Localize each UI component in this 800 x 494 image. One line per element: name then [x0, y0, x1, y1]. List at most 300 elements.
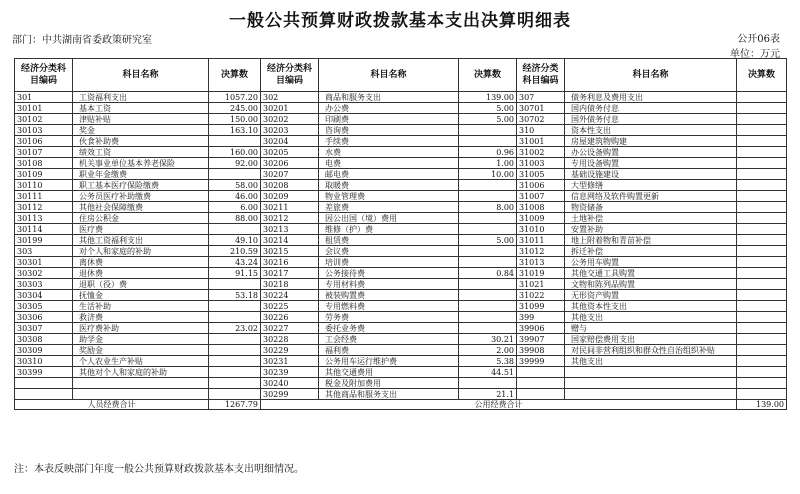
- code-cell: 39908: [517, 345, 565, 356]
- amount-cell: [209, 389, 261, 400]
- code-cell: 30226: [261, 312, 319, 323]
- amount-cell: [737, 356, 787, 367]
- amount-cell: [737, 367, 787, 378]
- name-cell: 邮电费: [319, 169, 459, 180]
- amount-cell: [737, 180, 787, 191]
- name-cell: 退职（役）费: [73, 279, 209, 290]
- code-cell: 30229: [261, 345, 319, 356]
- amount-cell: [737, 103, 787, 114]
- page-title: 一般公共预算财政拨款基本支出决算明细表: [229, 11, 571, 31]
- table-row: [15, 213, 787, 224]
- code-cell: 30211: [261, 202, 319, 213]
- amount-cell: [737, 345, 787, 356]
- code-cell: 30101: [15, 103, 73, 114]
- amount-cell: [737, 235, 787, 246]
- name-cell: 公务接待费: [319, 268, 459, 279]
- department-label: 部门：中共湖南省委政策研究室: [12, 35, 152, 46]
- amount-cell: 6.00: [209, 202, 261, 213]
- amount-cell: [209, 334, 261, 345]
- code-cell: 31002: [517, 147, 565, 158]
- code-cell: 30213: [261, 224, 319, 235]
- code-cell: 30231: [261, 356, 319, 367]
- amount-cell: [459, 290, 517, 301]
- amount-cell: [459, 125, 517, 136]
- table-row: [15, 378, 787, 389]
- amount-cell: [737, 224, 787, 235]
- name-cell: 国家赔偿费用支出: [565, 334, 737, 345]
- code-cell: 39906: [517, 323, 565, 334]
- amount-cell: [737, 202, 787, 213]
- code-cell: 31009: [517, 213, 565, 224]
- table-row: [15, 235, 787, 246]
- name-cell: 差旅费: [319, 202, 459, 213]
- amount-cell: 163.10: [209, 125, 261, 136]
- name-cell: 资本性支出: [565, 125, 737, 136]
- table-body: [15, 92, 787, 400]
- name-cell: 职工基本医疗保险缴费: [73, 180, 209, 191]
- amount-cell: [459, 180, 517, 191]
- code-cell: 30310: [15, 356, 73, 367]
- code-cell: 303: [15, 246, 73, 257]
- name-cell: 其他对个人和家庭的补助: [73, 367, 209, 378]
- amount-cell: [737, 191, 787, 202]
- name-cell: 职业年金缴费: [73, 169, 209, 180]
- code-cell: [517, 367, 565, 378]
- code-cell: 30202: [261, 114, 319, 125]
- name-cell: [565, 367, 737, 378]
- amount-cell: 245.00: [209, 103, 261, 114]
- table-row: [15, 389, 787, 400]
- name-cell: 其他资本性支出: [565, 301, 737, 312]
- code-cell: 30203: [261, 125, 319, 136]
- name-cell: 物资储备: [565, 202, 737, 213]
- table-row: [15, 356, 787, 367]
- amount-cell: [459, 224, 517, 235]
- code-cell: 31021: [517, 279, 565, 290]
- name-cell: 个人农业生产补贴: [73, 356, 209, 367]
- code-cell: 30201: [261, 103, 319, 114]
- name-cell: 公务用车运行维护费: [319, 356, 459, 367]
- table-row: [15, 169, 787, 180]
- amount-cell: 150.00: [209, 114, 261, 125]
- code-cell: [15, 378, 73, 389]
- code-cell: 30110: [15, 180, 73, 191]
- table-row: [15, 301, 787, 312]
- public-total-value: 139.00: [737, 400, 787, 410]
- name-cell: 抚恤金: [73, 290, 209, 301]
- name-cell: 被装购置费: [319, 290, 459, 301]
- amount-cell: 23.02: [209, 323, 261, 334]
- header-name: 科目名称: [319, 59, 459, 92]
- name-cell: 信息网络及软件购置更新: [565, 191, 737, 202]
- code-cell: 31013: [517, 257, 565, 268]
- code-cell: 30107: [15, 147, 73, 158]
- amount-cell: 0.84: [459, 268, 517, 279]
- name-cell: 其他交通工具购置: [565, 268, 737, 279]
- name-cell: 福利费: [319, 345, 459, 356]
- code-cell: 31001: [517, 136, 565, 147]
- name-cell: 专用设备购置: [565, 158, 737, 169]
- name-cell: 救济费: [73, 312, 209, 323]
- personnel-total-label: 人员经费合计: [15, 400, 209, 410]
- header-amount: 决算数: [209, 59, 261, 92]
- header-code: 经济分类科目编码: [15, 59, 73, 92]
- code-cell: 30399: [15, 367, 73, 378]
- name-cell: 办公费: [319, 103, 459, 114]
- name-cell: 文物和陈列品购置: [565, 279, 737, 290]
- code-cell: 307: [517, 92, 565, 103]
- name-cell: 绩效工资: [73, 147, 209, 158]
- code-cell: 30304: [15, 290, 73, 301]
- amount-cell: [737, 147, 787, 158]
- code-cell: 30106: [15, 136, 73, 147]
- code-cell: 31012: [517, 246, 565, 257]
- name-cell: 对个人和家庭的补助: [73, 246, 209, 257]
- name-cell: 医疗费补助: [73, 323, 209, 334]
- amount-cell: [209, 169, 261, 180]
- header-code: 经济分类科目编码: [261, 59, 319, 92]
- code-cell: 39999: [517, 356, 565, 367]
- name-cell: 取暖费: [319, 180, 459, 191]
- amount-cell: [737, 312, 787, 323]
- personnel-total-value: 1267.79: [209, 400, 261, 410]
- code-cell: 30240: [261, 378, 319, 389]
- name-cell: 专用燃料费: [319, 301, 459, 312]
- amount-cell: 2.00: [459, 345, 517, 356]
- code-cell: 301: [15, 92, 73, 103]
- table-row: [15, 279, 787, 290]
- name-cell: 奖金: [73, 125, 209, 136]
- amount-cell: [209, 356, 261, 367]
- amount-cell: [737, 246, 787, 257]
- amount-cell: [459, 312, 517, 323]
- name-cell: 其他交通费用: [319, 367, 459, 378]
- amount-cell: 139.00: [459, 92, 517, 103]
- name-cell: 拆迁补偿: [565, 246, 737, 257]
- code-cell: 30303: [15, 279, 73, 290]
- name-cell: 对民间非营利组织和群众性自治组织补贴: [565, 345, 737, 356]
- code-cell: 30702: [517, 114, 565, 125]
- code-cell: 30216: [261, 257, 319, 268]
- name-cell: 物业管理费: [319, 191, 459, 202]
- code-cell: 30239: [261, 367, 319, 378]
- amount-cell: [459, 257, 517, 268]
- amount-cell: [459, 279, 517, 290]
- table-row: [15, 224, 787, 235]
- name-cell: 其他工资福利支出: [73, 235, 209, 246]
- name-cell: 劳务费: [319, 312, 459, 323]
- code-cell: 30215: [261, 246, 319, 257]
- table-row: [15, 290, 787, 301]
- code-cell: 30212: [261, 213, 319, 224]
- name-cell: [565, 378, 737, 389]
- name-cell: 工资福利支出: [73, 92, 209, 103]
- table-row: [15, 246, 787, 257]
- amount-cell: 1057.20: [209, 92, 261, 103]
- table-row: [15, 367, 787, 378]
- code-cell: 31019: [517, 268, 565, 279]
- code-cell: 30205: [261, 147, 319, 158]
- name-cell: 其他商品和服务支出: [319, 389, 459, 400]
- name-cell: 土地补偿: [565, 213, 737, 224]
- unit-label: 单位：万元: [730, 49, 780, 60]
- amount-cell: [737, 213, 787, 224]
- code-cell: [15, 389, 73, 400]
- amount-cell: [459, 213, 517, 224]
- amount-cell: 91.15: [209, 268, 261, 279]
- name-cell: 咨询费: [319, 125, 459, 136]
- expenditure-table: [14, 58, 787, 410]
- code-cell: 31099: [517, 301, 565, 312]
- table-row: [15, 345, 787, 356]
- name-cell: 印刷费: [319, 114, 459, 125]
- header-amount: 决算数: [737, 59, 787, 92]
- amount-cell: [737, 92, 787, 103]
- name-cell: [73, 389, 209, 400]
- code-cell: 30113: [15, 213, 73, 224]
- name-cell: 因公出国（境）费用: [319, 213, 459, 224]
- name-cell: 赠与: [565, 323, 737, 334]
- name-cell: 津贴补贴: [73, 114, 209, 125]
- amount-cell: [737, 301, 787, 312]
- name-cell: 办公设备购置: [565, 147, 737, 158]
- name-cell: 助学金: [73, 334, 209, 345]
- name-cell: 基础设施建设: [565, 169, 737, 180]
- code-cell: 30103: [15, 125, 73, 136]
- code-cell: 31022: [517, 290, 565, 301]
- amount-cell: [209, 224, 261, 235]
- amount-cell: [737, 158, 787, 169]
- code-cell: 30308: [15, 334, 73, 345]
- code-cell: 30207: [261, 169, 319, 180]
- code-cell: 30301: [15, 257, 73, 268]
- name-cell: 专用材料费: [319, 279, 459, 290]
- table-row: [15, 114, 787, 125]
- amount-cell: [459, 136, 517, 147]
- amount-cell: 53.18: [209, 290, 261, 301]
- name-cell: 电费: [319, 158, 459, 169]
- name-cell: 地上附着物和青苗补偿: [565, 235, 737, 246]
- table-row: [15, 191, 787, 202]
- table-row: [15, 180, 787, 191]
- code-cell: 30225: [261, 301, 319, 312]
- header-code: 经济分类科目编码: [517, 59, 565, 92]
- name-cell: 债务利息及费用支出: [565, 92, 737, 103]
- amount-cell: [459, 301, 517, 312]
- code-cell: 30218: [261, 279, 319, 290]
- code-cell: 30224: [261, 290, 319, 301]
- code-cell: 30102: [15, 114, 73, 125]
- code-cell: 30108: [15, 158, 73, 169]
- amount-cell: 58.00: [209, 180, 261, 191]
- code-cell: 31010: [517, 224, 565, 235]
- header-name: 科目名称: [73, 59, 209, 92]
- amount-cell: 88.00: [209, 213, 261, 224]
- amount-cell: [737, 290, 787, 301]
- code-cell: [517, 378, 565, 389]
- name-cell: 会议费: [319, 246, 459, 257]
- table-row: [15, 268, 787, 279]
- amount-cell: [737, 169, 787, 180]
- name-cell: 手续费: [319, 136, 459, 147]
- amount-cell: [209, 136, 261, 147]
- code-cell: 30307: [15, 323, 73, 334]
- amount-cell: [209, 279, 261, 290]
- amount-cell: [737, 334, 787, 345]
- code-cell: 30204: [261, 136, 319, 147]
- code-cell: 30309: [15, 345, 73, 356]
- name-cell: 生活补助: [73, 301, 209, 312]
- code-cell: 30112: [15, 202, 73, 213]
- name-cell: 住房公积金: [73, 213, 209, 224]
- code-cell: 30208: [261, 180, 319, 191]
- name-cell: 租赁费: [319, 235, 459, 246]
- table-row: [15, 158, 787, 169]
- name-cell: 退休费: [73, 268, 209, 279]
- amount-cell: [209, 378, 261, 389]
- amount-cell: 210.59: [209, 246, 261, 257]
- name-cell: 离休费: [73, 257, 209, 268]
- table-row: [15, 125, 787, 136]
- name-cell: 国外债务付息: [565, 114, 737, 125]
- amount-cell: [459, 323, 517, 334]
- code-cell: 30111: [15, 191, 73, 202]
- code-cell: 30305: [15, 301, 73, 312]
- amount-cell: [209, 367, 261, 378]
- amount-cell: [737, 279, 787, 290]
- name-cell: 其他支出: [565, 356, 737, 367]
- amount-cell: [737, 136, 787, 147]
- name-cell: 委托业务费: [319, 323, 459, 334]
- table-row: [15, 257, 787, 268]
- footnote: 注：本表反映部门年度一般公共预算财政拨款基本支出明细情况。: [14, 464, 304, 475]
- amount-cell: 5.00: [459, 114, 517, 125]
- table-header-row: [15, 59, 787, 92]
- amount-cell: 5.00: [459, 103, 517, 114]
- name-cell: 商品和服务支出: [319, 92, 459, 103]
- code-cell: 30214: [261, 235, 319, 246]
- name-cell: 公务员医疗补助缴费: [73, 191, 209, 202]
- code-cell: 30209: [261, 191, 319, 202]
- name-cell: 公务用车购置: [565, 257, 737, 268]
- name-cell: 税金及附加费用: [319, 378, 459, 389]
- code-cell: 399: [517, 312, 565, 323]
- amount-cell: [737, 378, 787, 389]
- name-cell: [565, 389, 737, 400]
- amount-cell: [209, 345, 261, 356]
- code-cell: 31008: [517, 202, 565, 213]
- amount-cell: 30.21: [459, 334, 517, 345]
- amount-cell: 160.00: [209, 147, 261, 158]
- code-cell: 30701: [517, 103, 565, 114]
- name-cell: 国内债务付息: [565, 103, 737, 114]
- table-row: [15, 312, 787, 323]
- amount-cell: [737, 257, 787, 268]
- name-cell: 奖励金: [73, 345, 209, 356]
- code-cell: 31005: [517, 169, 565, 180]
- code-cell: 30114: [15, 224, 73, 235]
- code-cell: 30109: [15, 169, 73, 180]
- code-cell: 310: [517, 125, 565, 136]
- table-row: [15, 136, 787, 147]
- amount-cell: 1.00: [459, 158, 517, 169]
- name-cell: 伙食补助费: [73, 136, 209, 147]
- name-cell: 安置补助: [565, 224, 737, 235]
- name-cell: 其他支出: [565, 312, 737, 323]
- name-cell: 培训费: [319, 257, 459, 268]
- code-cell: 30217: [261, 268, 319, 279]
- public-total-label: 公用经费合计: [261, 400, 737, 410]
- amount-cell: 10.00: [459, 169, 517, 180]
- name-cell: 医疗费: [73, 224, 209, 235]
- amount-cell: [737, 125, 787, 136]
- name-cell: 机关事业单位基本养老保险: [73, 158, 209, 169]
- name-cell: 维修（护）费: [319, 224, 459, 235]
- amount-cell: [737, 114, 787, 125]
- code-cell: 30302: [15, 268, 73, 279]
- amount-cell: 21.1: [459, 389, 517, 400]
- name-cell: 大型修缮: [565, 180, 737, 191]
- code-cell: 31011: [517, 235, 565, 246]
- amount-cell: [459, 378, 517, 389]
- name-cell: 基本工资: [73, 103, 209, 114]
- code-cell: 30227: [261, 323, 319, 334]
- code-cell: 31007: [517, 191, 565, 202]
- amount-cell: 46.00: [209, 191, 261, 202]
- amount-cell: 8.00: [459, 202, 517, 213]
- code-cell: [517, 389, 565, 400]
- name-cell: 工会经费: [319, 334, 459, 345]
- amount-cell: [737, 268, 787, 279]
- amount-cell: [737, 389, 787, 400]
- name-cell: [73, 378, 209, 389]
- amount-cell: 43.24: [209, 257, 261, 268]
- amount-cell: [737, 323, 787, 334]
- code-cell: 30299: [261, 389, 319, 400]
- amount-cell: [209, 301, 261, 312]
- amount-cell: [459, 246, 517, 257]
- table-row: [15, 147, 787, 158]
- amount-cell: [459, 191, 517, 202]
- table-row: [15, 323, 787, 334]
- table-code: 公开06表: [737, 34, 780, 45]
- totals-row: [15, 400, 787, 410]
- code-cell: 30206: [261, 158, 319, 169]
- amount-cell: [209, 312, 261, 323]
- amount-cell: 5.00: [459, 235, 517, 246]
- amount-cell: 0.96: [459, 147, 517, 158]
- amount-cell: 44.51: [459, 367, 517, 378]
- table-row: [15, 202, 787, 213]
- table-row: [15, 334, 787, 345]
- amount-cell: 92.00: [209, 158, 261, 169]
- code-cell: 30199: [15, 235, 73, 246]
- code-cell: 30228: [261, 334, 319, 345]
- code-cell: 302: [261, 92, 319, 103]
- table-row: [15, 103, 787, 114]
- table-row: [15, 92, 787, 103]
- header-amount: 决算数: [459, 59, 517, 92]
- amount-cell: 49.10: [209, 235, 261, 246]
- name-cell: 其他社会保障缴费: [73, 202, 209, 213]
- name-cell: 水费: [319, 147, 459, 158]
- name-cell: 无形资产购置: [565, 290, 737, 301]
- name-cell: 房屋建筑物购建: [565, 136, 737, 147]
- code-cell: 31006: [517, 180, 565, 191]
- code-cell: 31003: [517, 158, 565, 169]
- code-cell: 39907: [517, 334, 565, 345]
- amount-cell: 5.38: [459, 356, 517, 367]
